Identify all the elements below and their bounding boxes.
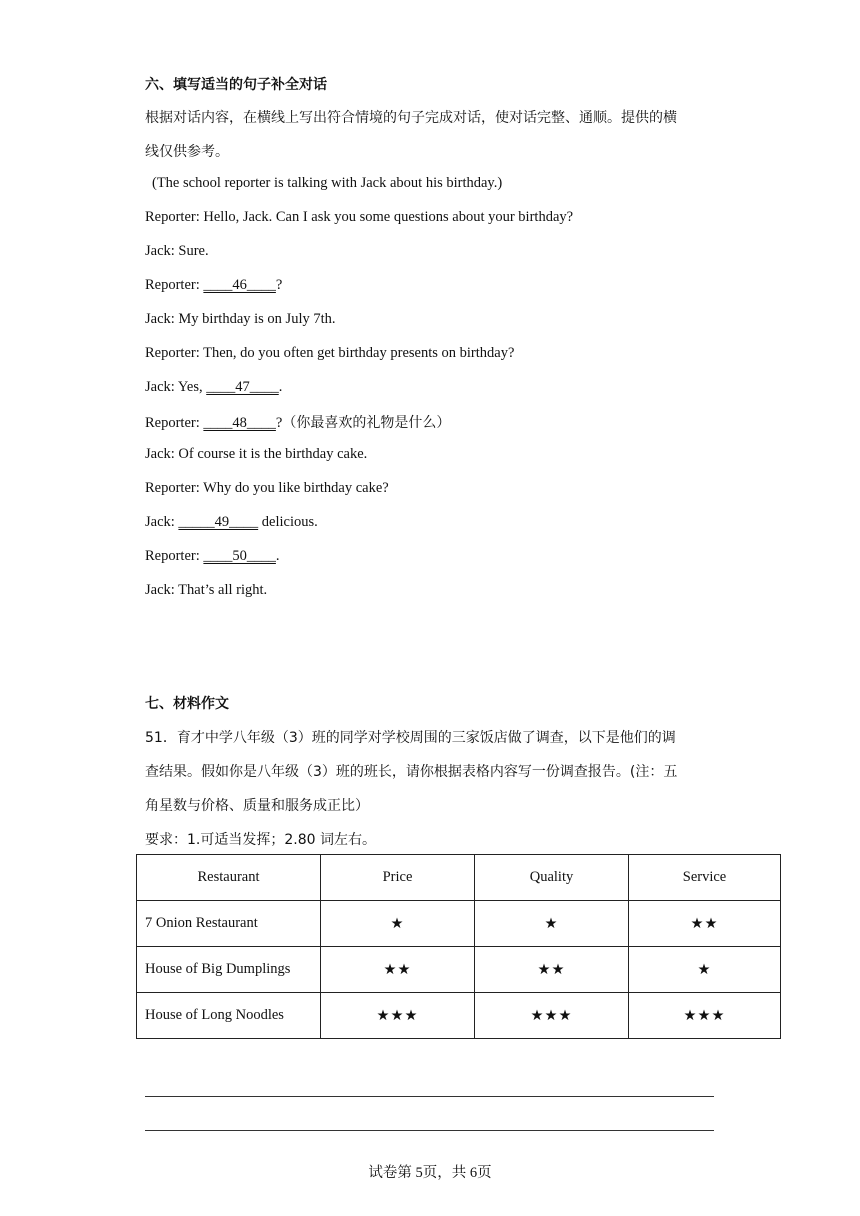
survey-table	[136, 854, 781, 1039]
sentence-end: delicious.	[258, 514, 318, 530]
page-footer: 试卷第 5页，共 6页	[368, 1165, 492, 1181]
requirements: 要求：1.可适当发挥；2.80 词左右。	[145, 832, 376, 848]
punctuation: ?	[275, 277, 283, 293]
quality-stars: ★★	[475, 947, 629, 993]
question-line-1: 51．育才中学八年级（3）班的同学对学校周围的三家饭店做了调查，以下是他们的调	[145, 730, 676, 746]
dialogue-line	[145, 412, 450, 432]
speaker-label: Reporter:	[145, 415, 204, 431]
writing-line	[145, 1096, 714, 1097]
dialogue-line	[145, 277, 282, 294]
answer-blank-48: ____48____	[203, 415, 276, 431]
header-restaurant: Restaurant	[137, 855, 321, 901]
quality-stars: ★★★	[475, 993, 629, 1039]
header-price: Price	[321, 855, 475, 901]
dialogue-context: (The school reporter is talking with Jack about his birthday.)	[152, 175, 503, 191]
table-row	[137, 947, 781, 993]
section-6-title: 六、填写适当的句子补全对话	[145, 77, 327, 93]
restaurant-name: House of Big Dumplings	[137, 947, 321, 993]
table-row	[137, 993, 781, 1039]
service-stars: ★	[629, 947, 781, 993]
dialogue-line	[145, 548, 280, 565]
restaurant-name: 7 Onion Restaurant	[137, 901, 321, 947]
speaker-label: Reporter:	[145, 548, 204, 564]
chinese-hint: （你最喜欢的礼物是什么）	[282, 415, 451, 431]
dialogue-line: Jack: That’s all right.	[145, 582, 268, 598]
section-7-title: 七、材料作文	[145, 696, 229, 712]
table-row	[137, 901, 781, 947]
punctuation: .	[275, 548, 280, 564]
speaker-label: Reporter:	[145, 277, 204, 293]
question-line-3: 角星数与价格、质量和服务成正比）	[145, 798, 369, 814]
dialogue-line: Jack: Sure.	[145, 243, 209, 259]
service-stars: ★★	[629, 901, 781, 947]
dialogue-line	[145, 379, 282, 396]
writing-line	[145, 1130, 714, 1131]
answer-blank-50: ____50____	[203, 548, 276, 564]
restaurant-name: House of Long Noodles	[137, 993, 321, 1039]
speaker-label: Jack: Yes,	[145, 379, 207, 395]
dialogue-line: Reporter: Why do you like birthday cake?	[145, 480, 389, 496]
dialogue-line: Jack: My birthday is on July 7th.	[145, 311, 336, 327]
dialogue-line: Reporter: Hello, Jack. Can I ask you some questions about your birthday?	[145, 209, 574, 225]
dialogue-line	[145, 514, 318, 531]
dialogue-line: Jack: Of course it is the birthday cake.	[145, 446, 368, 462]
instructions-line-2: 线仅供参考。	[145, 144, 229, 160]
price-stars: ★★	[321, 947, 475, 993]
punctuation: ?	[275, 415, 283, 431]
header-service: Service	[629, 855, 781, 901]
answer-blank-46: ____46____	[203, 277, 276, 293]
table-header-row	[137, 855, 781, 901]
quality-stars: ★	[475, 901, 629, 947]
instructions-line-1: 根据对话内容，在横线上写出符合情境的句子完成对话，使对话完整、通顺。提供的横	[145, 110, 677, 126]
punctuation: .	[278, 379, 283, 395]
question-line-2: 查结果。假如你是八年级（3）班的班长，请你根据表格内容写一份调查报告。(注：五	[145, 764, 678, 780]
dialogue-line: Reporter: Then, do you often get birthday presents on birthday?	[145, 345, 515, 361]
speaker-label: Jack:	[145, 514, 179, 530]
answer-blank-49: _____49____	[178, 514, 259, 530]
answer-blank-47: ____47____	[206, 379, 279, 395]
price-stars: ★★★	[321, 993, 475, 1039]
header-quality: Quality	[475, 855, 629, 901]
price-stars: ★	[321, 901, 475, 947]
service-stars: ★★★	[629, 993, 781, 1039]
